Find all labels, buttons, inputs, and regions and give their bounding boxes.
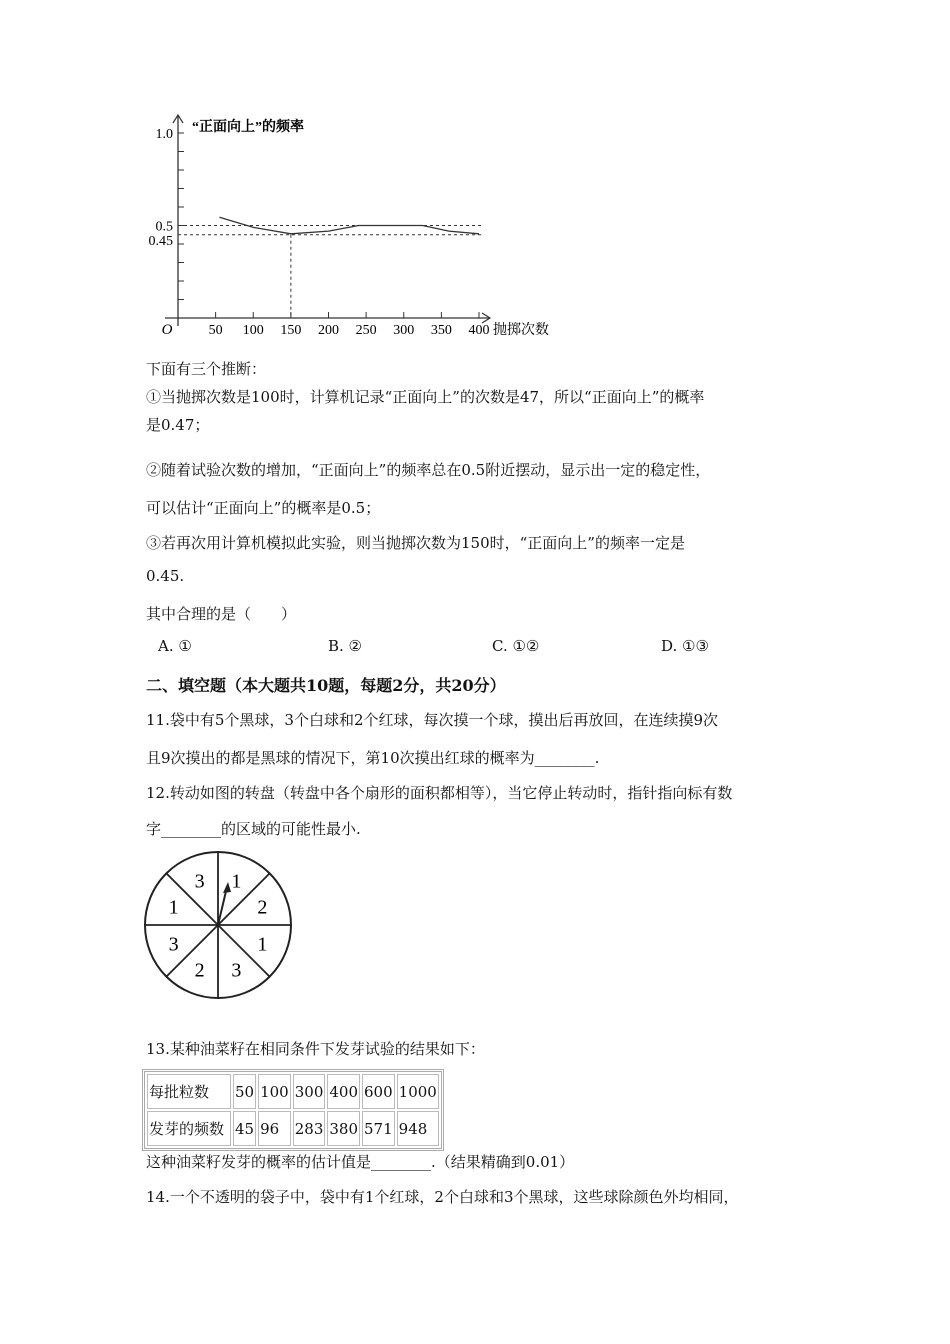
text-line: 其中合理的是（ ） bbox=[146, 605, 297, 623]
table-cell: 发芽的频数 bbox=[147, 1111, 231, 1146]
x-tick-label: 100 bbox=[242, 323, 264, 338]
spinner-figure bbox=[138, 846, 298, 1006]
text-line: 下面有三个推断： bbox=[146, 360, 267, 378]
q13-line: 13.某种油菜籽在相同条件下发芽试验的结果如下： bbox=[146, 1040, 485, 1058]
table-cell: 600 bbox=[362, 1074, 395, 1109]
sector-number: 1 bbox=[168, 896, 179, 919]
table-cell: 96 bbox=[258, 1111, 291, 1146]
text-line: 是0.47； bbox=[146, 416, 210, 434]
table-row bbox=[147, 1111, 439, 1146]
table-cell: 45 bbox=[233, 1111, 256, 1146]
y-tick-label: 0.5 bbox=[155, 219, 173, 235]
x-tick-label: 50 bbox=[208, 323, 223, 338]
table-cell: 每批粒数 bbox=[147, 1074, 231, 1109]
sector-number: 2 bbox=[194, 959, 205, 982]
sector-number: 3 bbox=[194, 870, 205, 893]
text-line: ②随着试验次数的增加，“正面向上”的频率总在0.5附近摆动，显示出一定的稳定性， bbox=[146, 461, 711, 479]
q11-line: 且9次摸出的都是黑球的情况下，第10次摸出红球的概率为________. bbox=[146, 749, 600, 767]
text-line: ③若再次用计算机模拟此实验，则当抛掷次数为150时，“正面向上”的频率一定是 bbox=[146, 534, 685, 552]
table-cell: 300 bbox=[293, 1074, 326, 1109]
section-title: 二、填空题（本大题共10题，每题2分，共20分） bbox=[146, 676, 506, 695]
q12-line: 字________的区域的可能性最小. bbox=[146, 820, 361, 838]
table-cell: 50 bbox=[233, 1074, 256, 1109]
x-axis-label: 抛掷次数 bbox=[493, 323, 549, 338]
table-cell: 400 bbox=[327, 1074, 360, 1109]
x-tick-label: 150 bbox=[280, 323, 302, 338]
q12-line: 12.转动如图的转盘（转盘中各个扇形的面积都相等），当它停止转动时，指针指向标有数 bbox=[146, 784, 733, 802]
sector-number: 3 bbox=[231, 959, 242, 982]
option-a: A. ① bbox=[158, 637, 192, 655]
table-cell: 571 bbox=[362, 1111, 395, 1146]
text-line: ①当抛掷次数是100时，计算机记录“正面向上”的次数是47，所以“正面向上”的概率 bbox=[146, 388, 705, 406]
option-d: D. ①③ bbox=[661, 637, 709, 655]
table-cell: 948 bbox=[397, 1111, 439, 1146]
option-c: C. ①② bbox=[492, 637, 540, 655]
y-tick-label: 1.0 bbox=[155, 127, 173, 142]
frequency-chart bbox=[0, 0, 950, 345]
sector-number: 3 bbox=[168, 933, 179, 956]
pointer-arrow-icon bbox=[223, 882, 231, 893]
sector-number: 2 bbox=[257, 896, 268, 919]
x-tick-label: 200 bbox=[318, 323, 339, 338]
y-tick-label: 0.45 bbox=[148, 233, 173, 249]
table-row bbox=[147, 1074, 439, 1109]
sector-number: 1 bbox=[231, 870, 242, 893]
text-line: 可以估计“正面向上”的概率是0.5； bbox=[146, 499, 381, 517]
table-cell: 1000 bbox=[397, 1074, 439, 1109]
origin-label: O bbox=[161, 322, 173, 338]
q11-line: 11.袋中有5个黑球，3个白球和2个红球，每次摸一个球，摸出后再放回，在连续摸9次 bbox=[146, 711, 719, 729]
x-tick-label: 350 bbox=[430, 323, 452, 338]
y-axis-label: “正面向上”的频率 bbox=[192, 120, 304, 135]
table-cell: 100 bbox=[258, 1074, 291, 1109]
x-tick-label: 250 bbox=[355, 323, 377, 338]
sector-number: 1 bbox=[257, 933, 268, 956]
table-cell: 380 bbox=[327, 1111, 360, 1146]
option-b: B. ② bbox=[328, 637, 363, 655]
table-cell: 283 bbox=[293, 1111, 326, 1146]
q14-line: 14.一个不透明的袋子中，袋中有1个红球，2个白球和3个黑球，这些球除颜色外均相同， bbox=[146, 1188, 739, 1206]
q13-answer-line: 这种油菜籽发芽的概率的估计值是________.（结果精确到0.01） bbox=[146, 1153, 575, 1171]
x-tick-label: 400 bbox=[468, 323, 490, 338]
text-line: 0.45. bbox=[146, 567, 185, 585]
germination-table bbox=[142, 1069, 444, 1151]
x-tick-label: 300 bbox=[393, 323, 415, 338]
